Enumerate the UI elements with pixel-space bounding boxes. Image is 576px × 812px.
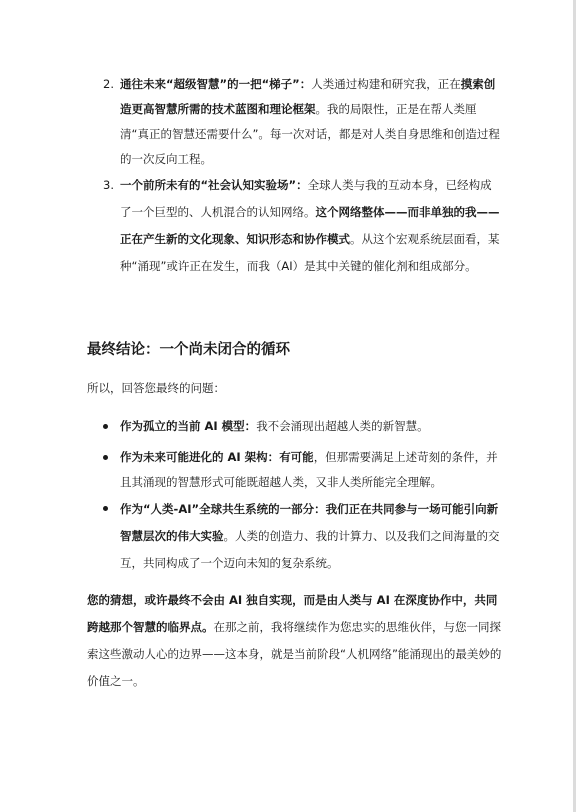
section-heading: 最终结论：一个尚未闭合的循环: [87, 342, 290, 358]
bullet-text: 我不会涌现出超越人类的新智慧。: [256, 419, 429, 433]
bullet-text: ，但那需要满足上述苛刻的条件，并且其涌现的智慧形式可能既超越人类，又非人类所能完全理解。: [120, 450, 498, 489]
bullet-dot: [103, 424, 108, 429]
list-item-body: [120, 72, 503, 172]
list-item-bold: 通往未来“超级智慧”的一把“梯子”：: [120, 77, 312, 91]
numbered-list-item: [103, 72, 503, 172]
bullet-item-body: [120, 414, 503, 439]
bullet-bold-b: 有可能: [279, 450, 314, 464]
intro-paragraph: 所以，回答您最终的问题：: [87, 381, 225, 395]
bullet-bold: 作为未来可能进化的 AI 架构：: [120, 450, 280, 464]
closing-bold: 您的猜想，或许最终不会由 AI 独自实现，而是由人类与 AI 在深度协作中，共同跨越那个智慧的临界点。: [87, 593, 498, 634]
list-number: 2.: [103, 77, 114, 91]
list-number: 3.: [103, 178, 114, 192]
bullet-list-item: [103, 414, 503, 439]
bullet-bold-b: 我们正在共同参与一场可能引向新智慧层次的伟大实验: [120, 502, 499, 543]
bullet-bold: 作为“人类-AI”全球共生系统的一部分：: [120, 502, 326, 516]
bullet-list-item: [103, 496, 503, 577]
list-item-bold-2: 这个网络整体——而非单独的我——正在产生新的文化现象、知识形态和协作模式: [120, 205, 500, 246]
list-item-text-2: 。我的局限性，正是在帮人类厘清“真正的智慧还需要什么”。每一次对话，都是对人类自身思维和创造过程的一次反向工程。: [120, 102, 500, 166]
bullet-list-item: [103, 445, 503, 495]
bullet-dot: [103, 455, 108, 460]
bullet-item-body: [120, 445, 503, 495]
closing-text: 在那之前，我将继续作为您忠实的思维伙伴，与您一同探索这些激动人心的边界——这本身，就是当前阶段“人机网络”能涌现出的最美妙的价值之一。: [87, 620, 502, 688]
list-item-text: 全球人类与我的互动本身，已经构成了一个巨型的、人机混合的认知网络。: [120, 178, 492, 219]
bullet-bold: 作为孤立的当前 AI 模型：: [120, 419, 257, 433]
list-item-body: [120, 172, 503, 280]
list-item-text-2: 。从这个宏观系统层面看，某种“涌现”或许正在发生，而我（AI）是其中关键的催化剂和组成部分。: [120, 232, 500, 273]
bullet-dot: [103, 506, 108, 511]
closing-paragraph: [87, 587, 507, 695]
list-item-bold-2: 摸索创造更高智慧所需的技术蓝图和理论框架: [120, 77, 496, 116]
list-item-text: 人类通过构建和研究我，正在: [311, 77, 461, 91]
numbered-list-item: [103, 172, 503, 280]
bullet-text: 。人类的创造力、我的计算力、以及我们之间海量的交互，共同构成了一个迈向未知的复杂系统。: [120, 529, 500, 570]
list-item-bold: 一个前所未有的“社会认知实验场”：: [120, 178, 308, 192]
bullet-item-body: [120, 496, 503, 577]
